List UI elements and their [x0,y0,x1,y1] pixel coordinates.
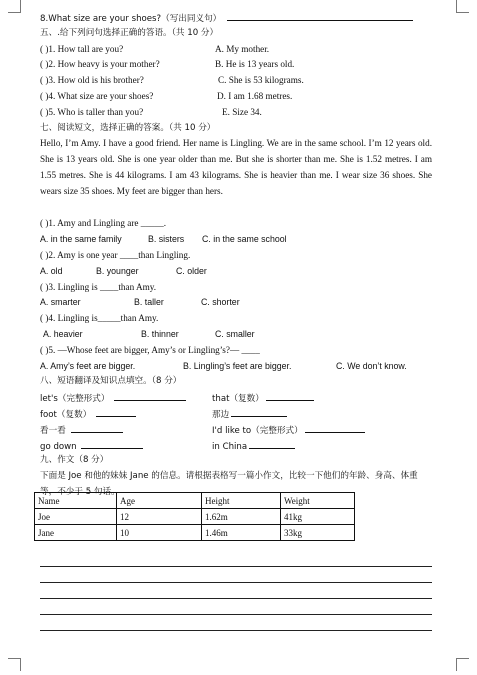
reading-question: ( )1. Amy and Lingling are _____. [40,218,167,229]
writing-line[interactable] [40,582,432,583]
corner-mark-top-right [456,0,469,13]
answer-blank[interactable] [81,438,143,449]
table-cell: 1.46m [202,525,281,541]
phrase-prompt: 看一看 [40,425,66,436]
option-c: C. older [176,265,207,276]
option-c: C. in the same school [202,234,287,245]
table-header-cell: Name [35,493,117,509]
answer-option: A. My mother. [215,43,270,54]
answer-option: C. She is 53 kilograms. [218,75,304,86]
option-c: C. smaller [215,328,255,339]
answer-blank[interactable] [305,422,365,433]
reading-question: ( )5. —Whose feet are bigger, Amy’s or Lingling’s?— ____ [40,344,260,355]
writing-line[interactable] [40,614,432,615]
question-8-text: 8.What size are your shoes?（写出同义句） [40,14,222,24]
section-5-item [40,73,432,89]
reading-options [40,359,432,375]
answer-option: E. Size 34. [222,106,262,117]
answer-blank[interactable] [231,406,287,417]
answer-blank[interactable] [114,390,186,401]
question-text: ( )3. How old is his brother? [40,75,144,86]
reading-options [40,327,432,343]
table-header-cell: Age [117,493,202,509]
table-cell: Jane [35,525,117,541]
table-row [35,509,355,525]
section-7-title: 七、阅读短文，选择正确的答案。（共 10 分） [40,122,216,133]
answer-blank[interactable] [96,406,136,417]
option-b: B. younger [96,265,139,276]
phrase-prompt: go down [40,441,77,452]
reading-options [40,232,432,248]
reading-question: ( )3. Lingling is ____than Amy. [40,281,157,292]
phrase-row [40,438,432,454]
writing-line[interactable] [40,630,432,631]
info-table [34,492,355,541]
table-cell: Joe [35,509,117,525]
phrase-prompt: in China [212,441,248,452]
section-5-item [40,89,432,105]
answer-blank[interactable] [266,390,314,401]
worksheet [40,10,432,501]
corner-mark-top-left [8,0,21,13]
phrase-row [40,422,432,438]
question-8 [40,10,432,26]
answer-blank[interactable] [249,438,295,449]
table-row [35,525,355,541]
reading-passage: Hello, I’m Amy. I have a good friend. Her name is Lingling. We are in the same school. I’m 12 years old. She is 13 years old. She is one year older than me. But she is shorter than me. She is 1.52 metres. I am 1.55 metres. She is 44 kilograms. I am 43 kilograms. She is heavier than me. I wear size 36 shoes. She wears size 35 shoes. My feet are bigger than hers. [40,138,432,197]
phrase-prompt: I'd like to（完整形式） [212,425,303,436]
table-header-cell: Height [202,493,281,509]
section-9-title: 九、作文（8 分） [40,455,109,466]
phrase-prompt: foot（复数） [40,409,92,420]
table-header-cell: Weight [281,493,355,509]
corner-mark-bottom-left [8,658,21,671]
phrase-row [40,406,432,422]
option-a: A. in the same family [40,234,122,245]
reading-question: ( )4. Lingling is_____than Amy. [40,313,159,324]
phrase-prompt: let's（完整形式） [40,394,110,405]
table-cell: 1.62m [202,509,281,525]
reading-question: ( )2. Amy is one year ____than Lingling. [40,249,191,260]
table-cell: 10 [117,525,202,541]
option-a: A. smarter [40,297,81,308]
answer-blank[interactable] [71,422,123,433]
phrase-row [40,390,432,406]
option-a: A. old [40,265,63,276]
phrase-prompt: 那边 [212,409,230,420]
option-c: C. shorter [201,297,240,308]
section-5-item [40,42,432,58]
option-b: B. taller [134,297,164,308]
option-a: A. heavier [43,328,83,339]
option-b: B. sisters [148,234,185,245]
question-text: ( )4. What size are your shoes? [40,90,154,101]
answer-option: D. I am 1.68 metres. [217,90,293,101]
corner-mark-bottom-right [456,658,469,671]
table-cell: 33kg [281,525,355,541]
section-8-title: 八、短语翻译及知识点填空。（8 分） [40,376,182,387]
question-text: ( )2. How heavy is your mother? [40,59,160,70]
composition-instructions: 下面是 Joe 和他的妹妹 Jane 的信息。请根据表格写一篇小作文，比较一下他们的年龄、身高、体重等，不少于 5 句话。 [40,471,418,497]
writing-line[interactable] [40,566,432,567]
option-b: B. Lingling’s feet are bigger. [183,360,292,371]
section-5-title: 五、.给下列问句选择正确的答语。（共 10 分） [40,27,219,38]
question-text: ( )5. Who is taller than you? [40,106,144,117]
phrase-prompt: that（复数） [212,394,264,405]
table-cell: 41kg [281,509,355,525]
section-5-item [40,57,432,73]
option-c: C. We don’t know. [336,360,407,371]
section-5-item [40,105,432,121]
table-header-row [35,493,355,509]
option-a: A. Amy’s feet are bigger. [40,360,136,371]
reading-options [40,264,432,280]
table-cell: 12 [117,509,202,525]
answer-option: B. He is 13 years old. [215,59,295,70]
reading-options [40,295,432,311]
writing-line[interactable] [40,598,432,599]
answer-blank[interactable] [227,10,413,21]
question-text: ( )1. How tall are you? [40,43,124,54]
option-b: B. thinner [141,328,179,339]
